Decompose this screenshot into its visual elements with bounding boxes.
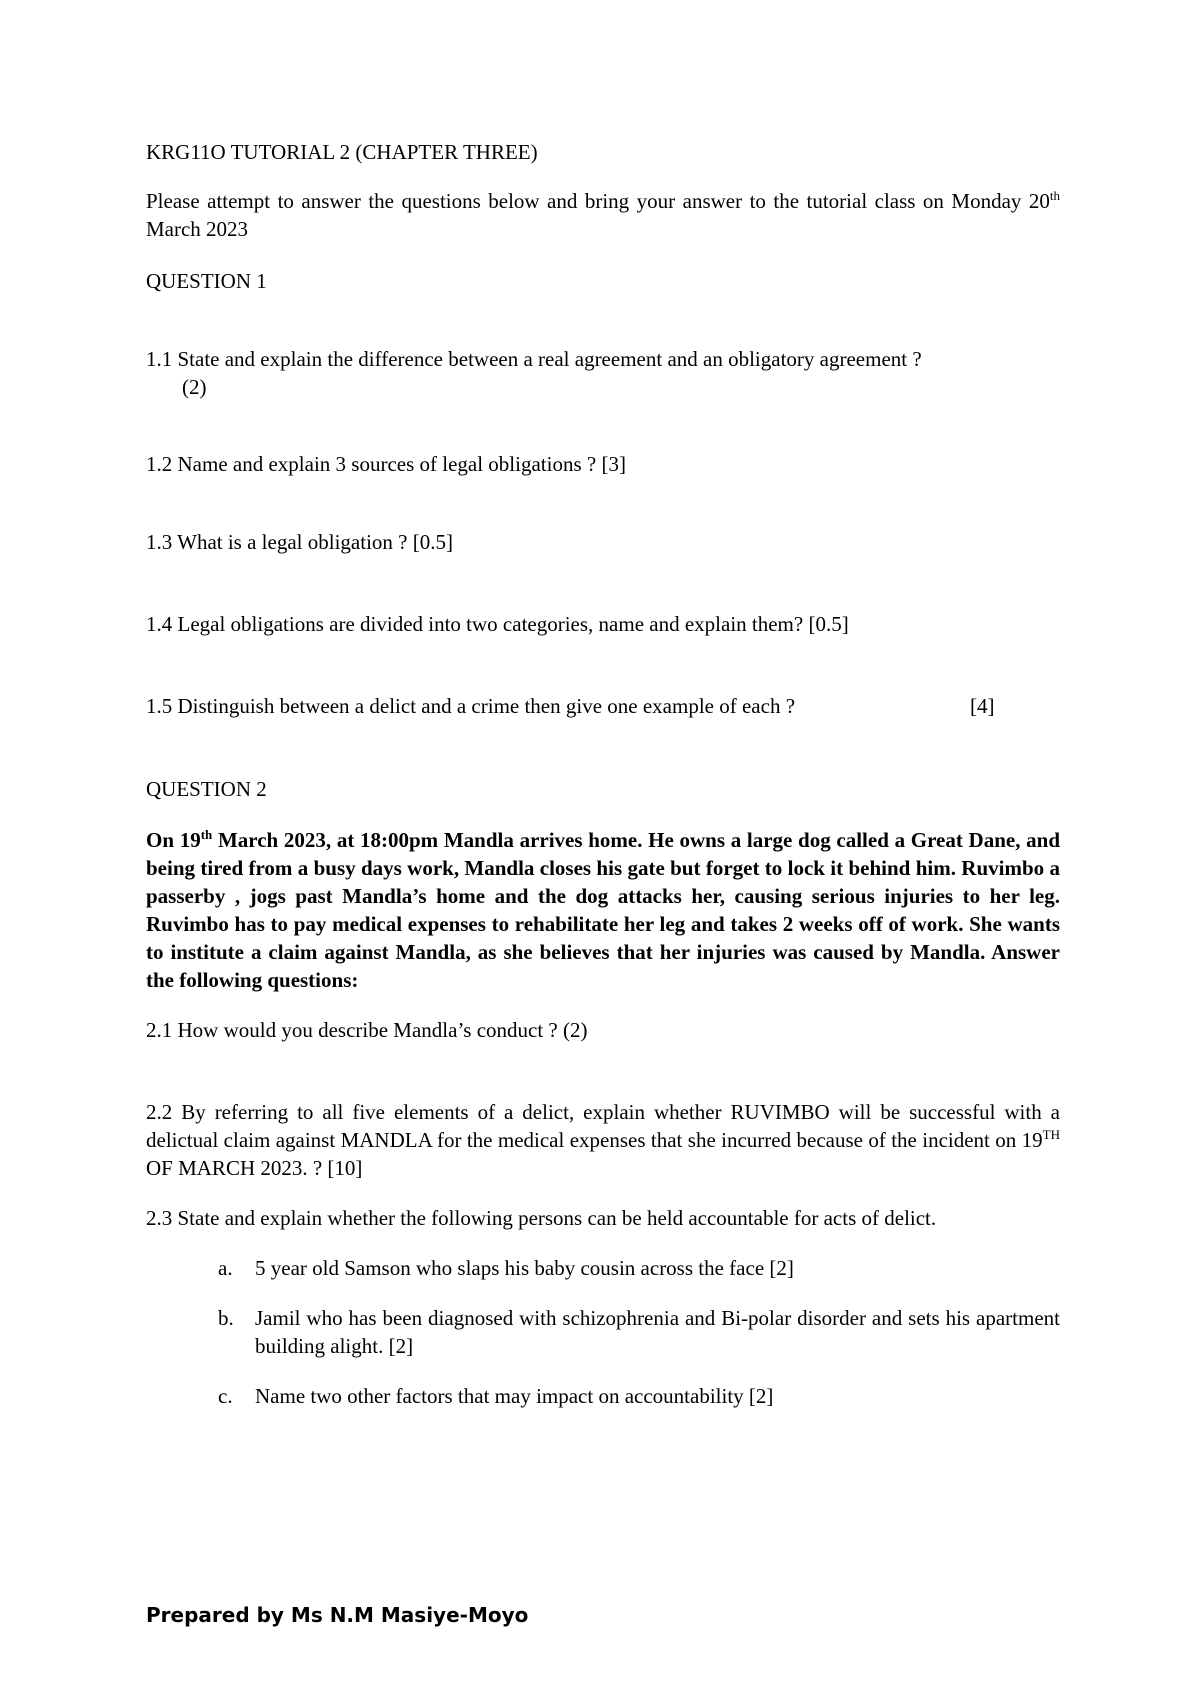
item-text-end: OF MARCH 2023. ? [10] xyxy=(146,1156,363,1180)
question-1-2 xyxy=(146,450,1060,478)
item-marks: (2) xyxy=(182,375,207,399)
item-number: 2.3 xyxy=(146,1206,173,1230)
question-2-3-a xyxy=(146,1254,1060,1282)
item-marks: [4] xyxy=(970,694,995,718)
list-text: Name two other factors that may impact on accountability [2] xyxy=(255,1384,774,1408)
item-text: Name and explain 3 sources of legal obligations ? [3] xyxy=(177,452,626,476)
item-text: State and explain the difference between a real agreement and an obligatory agreement ? xyxy=(177,347,922,371)
scenario-text-start: On 19 xyxy=(146,828,201,852)
list-text: Jamil who has been diagnosed with schizophrenia and Bi-polar disorder and sets his apartment building alight. [2] xyxy=(255,1306,1060,1358)
intro-text: Please attempt to answer the questions below and bring your answer to the tutorial class on Monday 20 xyxy=(146,189,1050,213)
question-2-scenario xyxy=(146,826,1060,994)
question-1-heading: QUESTION 1 xyxy=(146,269,267,293)
item-text: State and explain whether the following persons can be held accountable for acts of delict. xyxy=(177,1206,937,1230)
question-1-3 xyxy=(146,528,1060,556)
intro-superscript: th xyxy=(1049,188,1060,203)
intro-text-end: March 2023 xyxy=(146,217,249,241)
list-marker: c. xyxy=(218,1384,233,1408)
question-2-1 xyxy=(146,1016,1060,1044)
item-text: Legal obligations are divided into two categories, name and explain them? [0.5] xyxy=(177,612,849,636)
intro-paragraph xyxy=(146,187,1060,243)
footer-prepared-by: Prepared by Ms N.M Masiye-Moyo xyxy=(146,1603,529,1627)
item-number: 1.3 xyxy=(146,530,173,554)
question-2-3-c xyxy=(146,1382,1060,1410)
question-2-3-b xyxy=(146,1304,1060,1360)
list-marker: b. xyxy=(218,1306,234,1330)
document-title: KRG11O TUTORIAL 2 (CHAPTER THREE) xyxy=(146,140,538,164)
item-superscript: TH xyxy=(1042,1127,1060,1142)
scenario-superscript: th xyxy=(200,827,213,842)
list-marker: a. xyxy=(218,1256,233,1280)
question-2-heading: QUESTION 2 xyxy=(146,777,267,801)
document-page xyxy=(146,138,1060,1410)
scenario-text: March 2023, at 18:00pm Mandla arrives home. He owns a large dog called a Great Dane, and being tired from a busy days work, Mandla closes his gate but forget to lock it behind him. Ruvimbo a passerby , jogs past Mandla’s home and the dog attacks her, causing serious injuries to her leg. Ruvimbo has to pay medical expenses to rehabilitate her leg and takes 2 weeks off of work. She wants to institute a claim against Mandla, as she believes that her injuries was caused by Mandla. Answer the following questions: xyxy=(146,828,1061,992)
item-text: By referring to all five elements of a delict, explain whether RUVIMBO will be successful with a delictual claim against MANDLA for the medical expenses that she incurred because of the incident on 19 xyxy=(146,1100,1060,1152)
question-1-1 xyxy=(146,345,1060,401)
list-text: 5 year old Samson who slaps his baby cousin across the face [2] xyxy=(255,1256,794,1280)
item-number: 1.1 xyxy=(146,347,173,371)
item-text: What is a legal obligation ? [0.5] xyxy=(177,530,453,554)
question-1-4 xyxy=(146,610,1060,638)
question-2-3 xyxy=(146,1204,1060,1232)
item-text: Distinguish between a delict and a crime then give one example of each ? xyxy=(177,694,796,718)
item-number: 1.2 xyxy=(146,452,173,476)
item-text: How would you describe Mandla’s conduct ? (2) xyxy=(177,1018,588,1042)
item-number: 1.4 xyxy=(146,612,173,636)
question-1-5 xyxy=(146,692,1060,720)
question-2-2 xyxy=(146,1098,1060,1182)
item-number: 2.2 xyxy=(146,1100,173,1124)
item-number: 2.1 xyxy=(146,1018,173,1042)
item-number: 1.5 xyxy=(146,694,173,718)
